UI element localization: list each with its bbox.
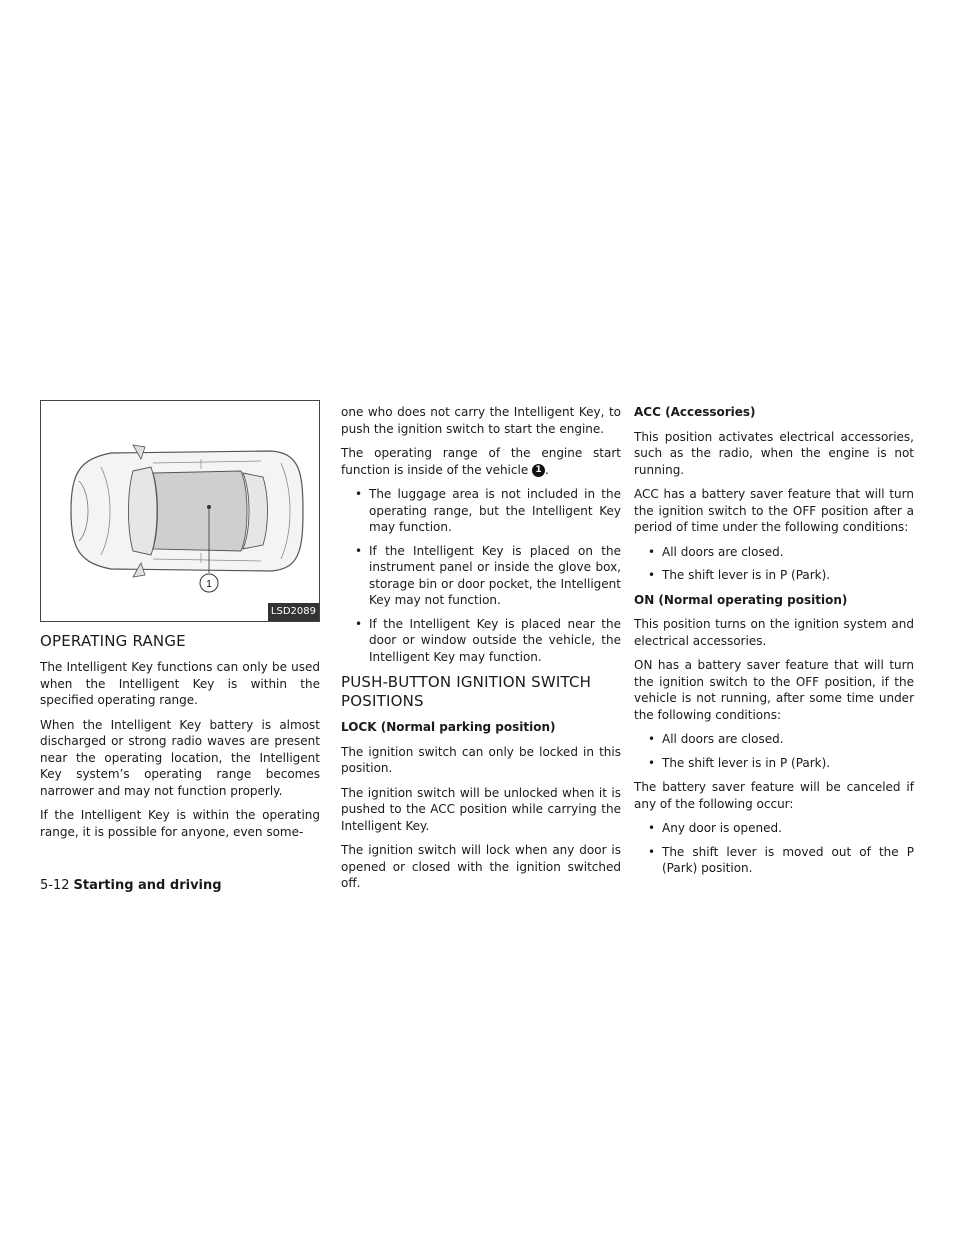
paragraph: The ignition switch can only be locked in this position.: [341, 744, 621, 775]
bullet-list: [634, 731, 914, 771]
car-illustration: [41, 401, 319, 621]
list-item: • If the Intelligent Key is placed on the instrument panel or inside the glove box, storage bin or door pocket, the Intelligent Key may not function.: [341, 543, 621, 609]
list-item: • All doors are closed.: [634, 544, 914, 561]
column-1: [40, 400, 320, 848]
figure-callout-label: 1: [206, 579, 212, 590]
paragraph: When the Intelligent Key battery is almost discharged or strong radio waves are present near the operating location, the Intelligent Key system’s operating range becomes narrower and may not function properly.: [40, 717, 320, 798]
list-item: • The shift lever is in P (Park).: [634, 755, 914, 772]
callout-1-icon: 1: [532, 464, 545, 477]
list-item: • The luggage area is not included in the operating range, but the Intelligent Key may function.: [341, 486, 621, 536]
on-subheading: ON (Normal operating position): [634, 592, 848, 607]
lock-subheading: LOCK (Normal parking position): [341, 720, 556, 734]
acc-subheading: ACC (Accessories): [634, 405, 756, 419]
page-number: 5-12: [40, 878, 70, 893]
column-3: [634, 404, 914, 885]
page-footer: [40, 878, 222, 893]
car-top-view-figure: [40, 400, 320, 622]
paragraph: ON has a battery saver feature that will turn the ignition switch to the OFF position, if the vehicle is not running, after some time under the following conditions:: [634, 658, 914, 722]
paragraph: This position turns on the ignition system and electrical accessories.: [634, 617, 914, 648]
list-item: • Any door is opened.: [634, 820, 914, 837]
ignition-positions-heading: PUSH-BUTTON IGNITION SWITCH POSITIONS: [341, 673, 592, 710]
paragraph: The Intelligent Key functions can only be used when the Intelligent Key is within the specified operating range.: [40, 660, 320, 707]
paragraph: If the Intelligent Key is within the operating range, it is possible for anyone, even some-: [40, 808, 320, 839]
section-title: Starting and driving: [73, 878, 222, 893]
bullet-list: [634, 820, 914, 877]
list-item: • The shift lever is in P (Park).: [634, 567, 914, 584]
operating-range-heading: OPERATING RANGE: [40, 632, 186, 650]
list-item: • All doors are closed.: [634, 731, 914, 748]
list-item: • The shift lever is moved out of the P (Park) position.: [634, 844, 914, 877]
paragraph-text: The operating range of the engine start function is inside of the vehicle: [341, 446, 621, 477]
figure-code: LSD2089: [268, 603, 319, 622]
paragraph: one who does not carry the Intelligent Key, to push the ignition switch to start the engine.: [341, 405, 621, 436]
bullet-list: [341, 486, 621, 665]
paragraph: The battery saver feature will be canceled if any of the following occur:: [634, 780, 914, 811]
paragraph: ACC has a battery saver feature that will turn the ignition switch to the OFF position after a period of time under the following conditions:: [634, 487, 914, 534]
bullet-list: [634, 544, 914, 584]
column-2: [341, 404, 621, 900]
paragraph: The ignition switch will be unlocked when it is pushed to the ACC position while carrying the Intelligent Key.: [341, 785, 621, 833]
paragraph: The ignition switch will lock when any door is opened or closed with the ignition switched off.: [341, 843, 621, 890]
paragraph: [341, 445, 621, 478]
list-item: • If the Intelligent Key is placed near the door or window outside the vehicle, the Intelligent Key may function.: [341, 616, 621, 666]
paragraph-text: .: [545, 462, 549, 477]
paragraph: This position activates electrical accessories, such as the radio, when the engine is not running.: [634, 429, 914, 477]
